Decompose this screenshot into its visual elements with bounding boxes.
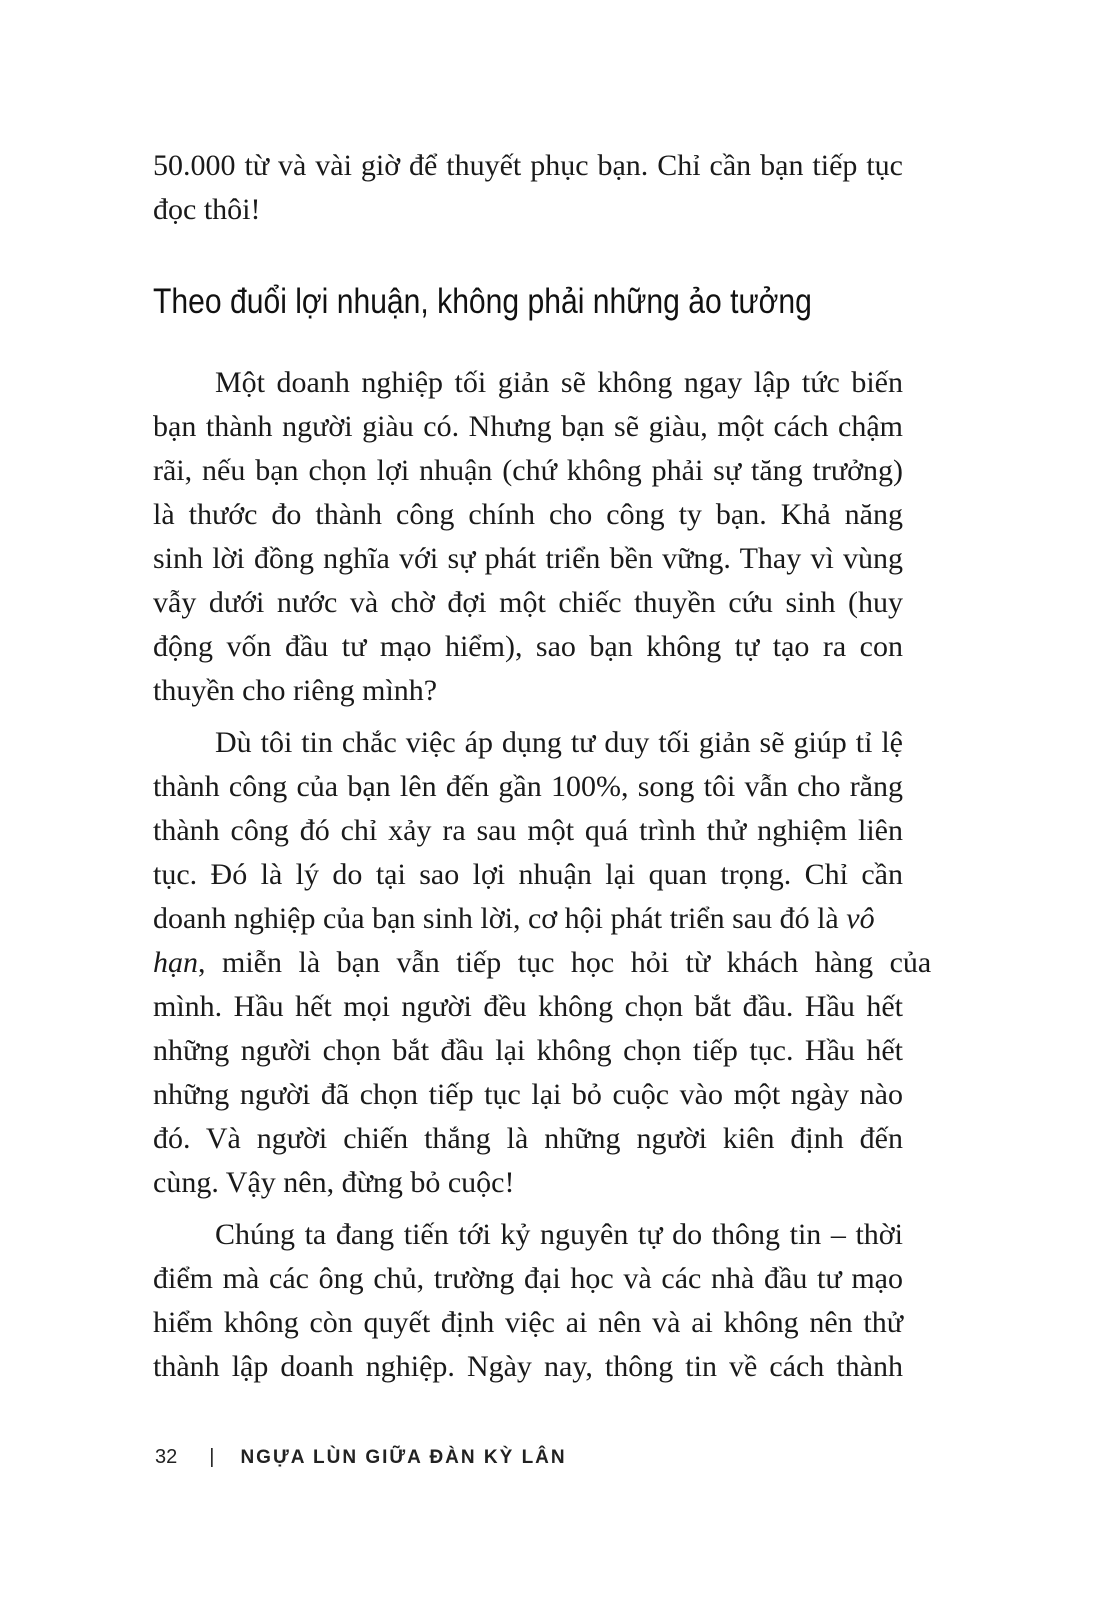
text-line: cùng. Vậy nên, đừng bỏ cuộc! — [153, 1166, 515, 1199]
text-line: Chúng ta đang tiến tới kỷ nguyên tự do thông tin – thời — [215, 1218, 903, 1251]
footer-separator: | — [209, 1446, 215, 1468]
text-line: đọc thôi! — [153, 193, 261, 226]
text-line: mình. Hầu hết mọi người đều không chọn bắt đầu. Hầu hết — [153, 990, 903, 1023]
text-line: những người chọn bắt đầu lại không chọn tiếp tục. Hầu hết — [153, 1034, 903, 1067]
text-line: sinh lời đồng nghĩa với sự phát triển bền vững. Thay vì vùng — [153, 542, 903, 575]
text-line: bạn thành người giàu có. Nhưng bạn sẽ giàu, một cách chậm — [153, 410, 903, 443]
text-line: Dù tôi tin chắc việc áp dụng tư duy tối giản sẽ giúp tỉ lệ — [215, 726, 903, 759]
text-line: là thước đo thành công chính cho công ty bạn. Khả năng — [153, 498, 903, 531]
text-line: thuyền cho riêng mình? — [153, 674, 438, 707]
text-line — [153, 897, 903, 941]
text-line: những người đã chọn tiếp tục lại bỏ cuộc vào một ngày nào — [153, 1078, 903, 1111]
text-line: Một doanh nghiệp tối giản sẽ không ngay lập tức biến — [215, 366, 903, 399]
paragraph-2 — [153, 721, 932, 1205]
text-line: vẫy dưới nước và chờ đợi một chiếc thuyền cứu sinh (huy — [153, 586, 903, 619]
text-fragment: , miễn là bạn vẫn tiếp tục học hỏi từ khách hàng của — [198, 946, 932, 979]
text-line — [153, 941, 932, 985]
paragraph-1 — [153, 361, 903, 713]
text-line: động vốn đầu tư mạo hiểm), sao bạn không tự tạo ra con — [153, 630, 903, 663]
section-heading: Theo đuổi lợi nhuận, không phải những ảo tưởng — [153, 282, 812, 321]
intro-paragraph — [153, 144, 903, 232]
italic-text: hạn — [153, 946, 198, 979]
text-line: hiểm không còn quyết định việc ai nên và ai không nên thử — [153, 1306, 903, 1339]
page-footer — [155, 1446, 567, 1469]
text-line: điểm mà các ông chủ, trường đại học và các nhà đầu tư mạo — [153, 1262, 903, 1295]
text-line: rãi, nếu bạn chọn lợi nhuận (chứ không phải sự tăng trưởng) — [153, 454, 903, 487]
italic-text: vô — [846, 902, 875, 935]
text-line: tục. Đó là lý do tại sao lợi nhuận lại quan trọng. Chỉ cần — [153, 858, 903, 891]
text-fragment: doanh nghiệp của bạn sinh lời, cơ hội phát triển sau đó là — [153, 902, 847, 935]
paragraph-3 — [153, 1213, 903, 1389]
page-number: 32 — [155, 1446, 178, 1468]
book-title: NGỰA LÙN GIỮA ĐÀN KỲ LÂN — [240, 1446, 567, 1468]
text-line: thành công đó chỉ xảy ra sau một quá trình thử nghiệm liên — [153, 814, 903, 847]
text-line: thành lập doanh nghiệp. Ngày nay, thông tin về cách thành — [153, 1350, 903, 1383]
body-text — [153, 361, 932, 1397]
text-line: đó. Và người chiến thắng là những người kiên định đến — [153, 1122, 903, 1155]
text-line: 50.000 từ và vài giờ để thuyết phục bạn. Chỉ cần bạn tiếp tục — [153, 149, 903, 182]
text-line: thành công của bạn lên đến gần 100%, song tôi vẫn cho rằng — [153, 770, 903, 803]
